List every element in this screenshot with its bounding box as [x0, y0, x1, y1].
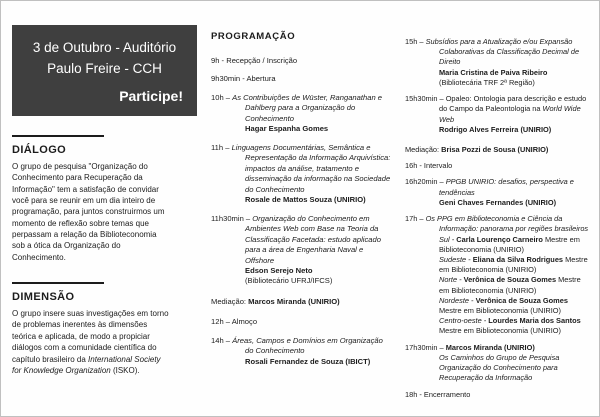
- left-panel: [12, 25, 197, 376]
- schedule-item-9h30: [211, 74, 391, 84]
- item-text: Almoço: [231, 317, 258, 327]
- time-label: 17h30min –: [405, 342, 444, 352]
- dimensao-section: [12, 282, 197, 376]
- region-speaker-degree: Mestre em Biblioteconomia (UNIRIO): [439, 306, 561, 316]
- talk-title: Opaleo: Ontologia para descrição e estudo do Campo da Paleontologia na: [439, 94, 587, 114]
- talk-title: PPGB UNIRIO: desafios, perspectiva e tendências: [439, 177, 574, 197]
- speaker-name: Rosali Fernandez de Souza (IBICT): [245, 356, 371, 366]
- region-speaker: Carla Lourenço Carneiro: [456, 234, 543, 244]
- time-label: 14h –: [211, 335, 231, 345]
- speaker-name: Rosale de Mattos Souza (UNIRIO): [245, 195, 366, 205]
- mediation-line: [211, 297, 391, 307]
- schedule-item-17h: [405, 214, 589, 337]
- time-label: 9h30min -: [211, 74, 245, 84]
- schedule-item-17h30: [405, 343, 589, 384]
- dimensao-text-italic: International Society for Knowledge Organization: [12, 354, 161, 375]
- dialogo-section: [12, 135, 197, 263]
- time-label: 15h30min –: [405, 94, 444, 104]
- region-label: Norte -: [439, 275, 464, 285]
- time-label: 16h -: [405, 161, 422, 171]
- speaker-affiliation: (Bibliotecária TRF 2ª Região): [439, 77, 535, 87]
- time-label: 15h –: [405, 37, 424, 46]
- speaker-name: Geni Chaves Fernandes (UNIRIO): [439, 197, 557, 207]
- time-label: 12h –: [211, 317, 231, 327]
- schedule-item-16h: [405, 161, 589, 171]
- schedule-item-11h: [211, 143, 391, 206]
- time-label: 11h –: [211, 142, 230, 152]
- schedule-item-14h: [211, 336, 391, 367]
- talk-title-italic-part: World Wide Web: [439, 104, 581, 124]
- speaker-name: Rodrigo Alves Ferreira (UNIRIO): [439, 124, 552, 134]
- talk-title: Os Caminhos do Grupo de Pesquisa Organização do Conhecimento para Recuperação da Informação: [439, 352, 560, 383]
- region-line-sudeste: [405, 255, 589, 275]
- region-line-norte: [405, 275, 589, 295]
- event-location-line: Paulo Freire - CCH: [47, 60, 162, 76]
- schedule-item-15h30: [405, 94, 589, 135]
- speaker-name: Maria Cristina de Paiva Ribeiro: [439, 67, 548, 77]
- item-text: Abertura: [246, 74, 276, 84]
- talk-title: Os PPG em Biblioteconomia e Ciência da Informação: panorama por regiões brasileiros: [425, 214, 589, 234]
- mediator-name: Brisa Pozzi de Sousa (UNIRIO): [441, 144, 549, 154]
- dimensao-text-part1: O grupo insere suas investigações em torno de problemas inerentes às dimensões teórica e aplicada, de modo a propiciar diálogos com a comunidade científica do capítulo brasileiro da: [12, 309, 169, 364]
- speaker-name: Edson Serejo Neto: [245, 265, 313, 275]
- schedule-item-10h: [211, 93, 391, 135]
- mediator-name: Marcos Miranda (UNIRIO): [248, 296, 340, 306]
- item-text: Recepção / Inscrição: [226, 56, 298, 65]
- time-label: 9h -: [211, 56, 225, 65]
- talk-title: Subsídios para a Atualização e/ou Expansão Colaborativas da Classificação Decimal de Direito: [425, 37, 580, 67]
- mediation-label: Mediação:: [211, 296, 249, 306]
- region-line-nordeste: [405, 296, 589, 316]
- time-label: 18h -: [405, 389, 422, 399]
- mediation-label: Mediação:: [405, 144, 442, 154]
- time-label: 11h30min –: [211, 213, 251, 223]
- mediation-line: [405, 145, 589, 155]
- talk-title: Organização do Conhecimento em Ambientes Web com Base na Teoria da Classificação Facetada: estudo aplicado para a área de Engenharia Naval e Offshore: [245, 213, 381, 265]
- speaker-affiliation: (Bibliotecário UFRJ/IFCS): [245, 276, 333, 286]
- speaker-name: Hagar Espanha Gomes: [245, 124, 329, 134]
- time-label: 16h20min –: [405, 177, 444, 187]
- region-speaker: Lourdes Maria dos Santos: [488, 316, 581, 326]
- region-speaker: Eliana da Silva Rodrigues: [472, 254, 564, 264]
- talk-title: Áreas, Campos e Domínios em Organização do Conhecimento: [232, 335, 383, 356]
- dimensao-title: DIMENSÃO: [12, 291, 75, 304]
- event-date-line: 3 de Outubro - Auditório: [32, 40, 177, 55]
- section-divider: [12, 282, 104, 284]
- time-label: 17h –: [405, 214, 424, 224]
- region-speaker-degree: Mestre em Biblioteconomia (UNIRIO): [439, 275, 581, 295]
- participate-text: Participe!: [119, 87, 183, 104]
- dialogo-title: DIÁLOGO: [12, 143, 67, 156]
- time-label: 10h –: [211, 92, 231, 102]
- region-label: Nordeste -: [439, 295, 476, 305]
- event-header-box: [12, 25, 197, 116]
- region-speaker: Verônica de Souza Gomes: [463, 275, 557, 285]
- program-title: PROGRAMAÇÃO: [211, 31, 296, 42]
- region-label: Sudeste -: [439, 254, 473, 264]
- program-column-1: [211, 31, 391, 375]
- talk-title: As Contribuições de Wüster, Ranganathan e Dahlberg para a Organização do Conhecimento: [232, 92, 382, 123]
- region-label: Sul -: [439, 234, 457, 244]
- item-text: Intervalo: [423, 161, 453, 171]
- section-divider: [12, 135, 104, 137]
- dimensao-text: [12, 308, 170, 376]
- region-line-centro-oeste: [405, 316, 589, 336]
- schedule-item-12h: [211, 317, 391, 327]
- schedule-item-18h: [405, 390, 589, 400]
- region-speaker-degree: Mestre em Biblioteconomia (UNIRIO): [439, 326, 561, 336]
- speaker-name: Marcos Miranda (UNIRIO): [445, 342, 535, 352]
- schedule-item-15h: [405, 37, 589, 88]
- dimensao-text-part2: (ISKO).: [110, 365, 140, 375]
- region-speaker-degree: Mestre em Biblioteconomia (UNIRIO): [439, 234, 580, 254]
- schedule-item-16h20: [405, 177, 589, 208]
- region-speaker: Verônica de Souza Gomes: [475, 295, 568, 305]
- program-column-2: [405, 37, 589, 406]
- dialogo-text: O grupo de pesquisa "Organização do Conhecimento para Recuperação da Informação" tem a satisfação de convidar você para se reunir em um dia inteiro de programação, para juntos construirmos um momento de reflexão sobre temas que perpassam a relação da Biblioteconomia sob a ótica da Organização do Conhecimento.: [12, 161, 165, 262]
- schedule-item-11h30: [211, 214, 391, 287]
- schedule-item-9h: [211, 56, 391, 66]
- item-text: Encerramento: [423, 389, 471, 399]
- region-label: Centro-oeste -: [439, 316, 489, 326]
- region-line-sul: [405, 235, 589, 255]
- talk-title: Linguagens Documentárias, Semântica e Representação da Informação Arquivística: impactos da análise, tratamento e disseminação da informação na Sociedade do Conhecimento: [231, 142, 391, 194]
- region-speaker-degree: Mestre em Biblioteconomia (UNIRIO): [439, 254, 588, 275]
